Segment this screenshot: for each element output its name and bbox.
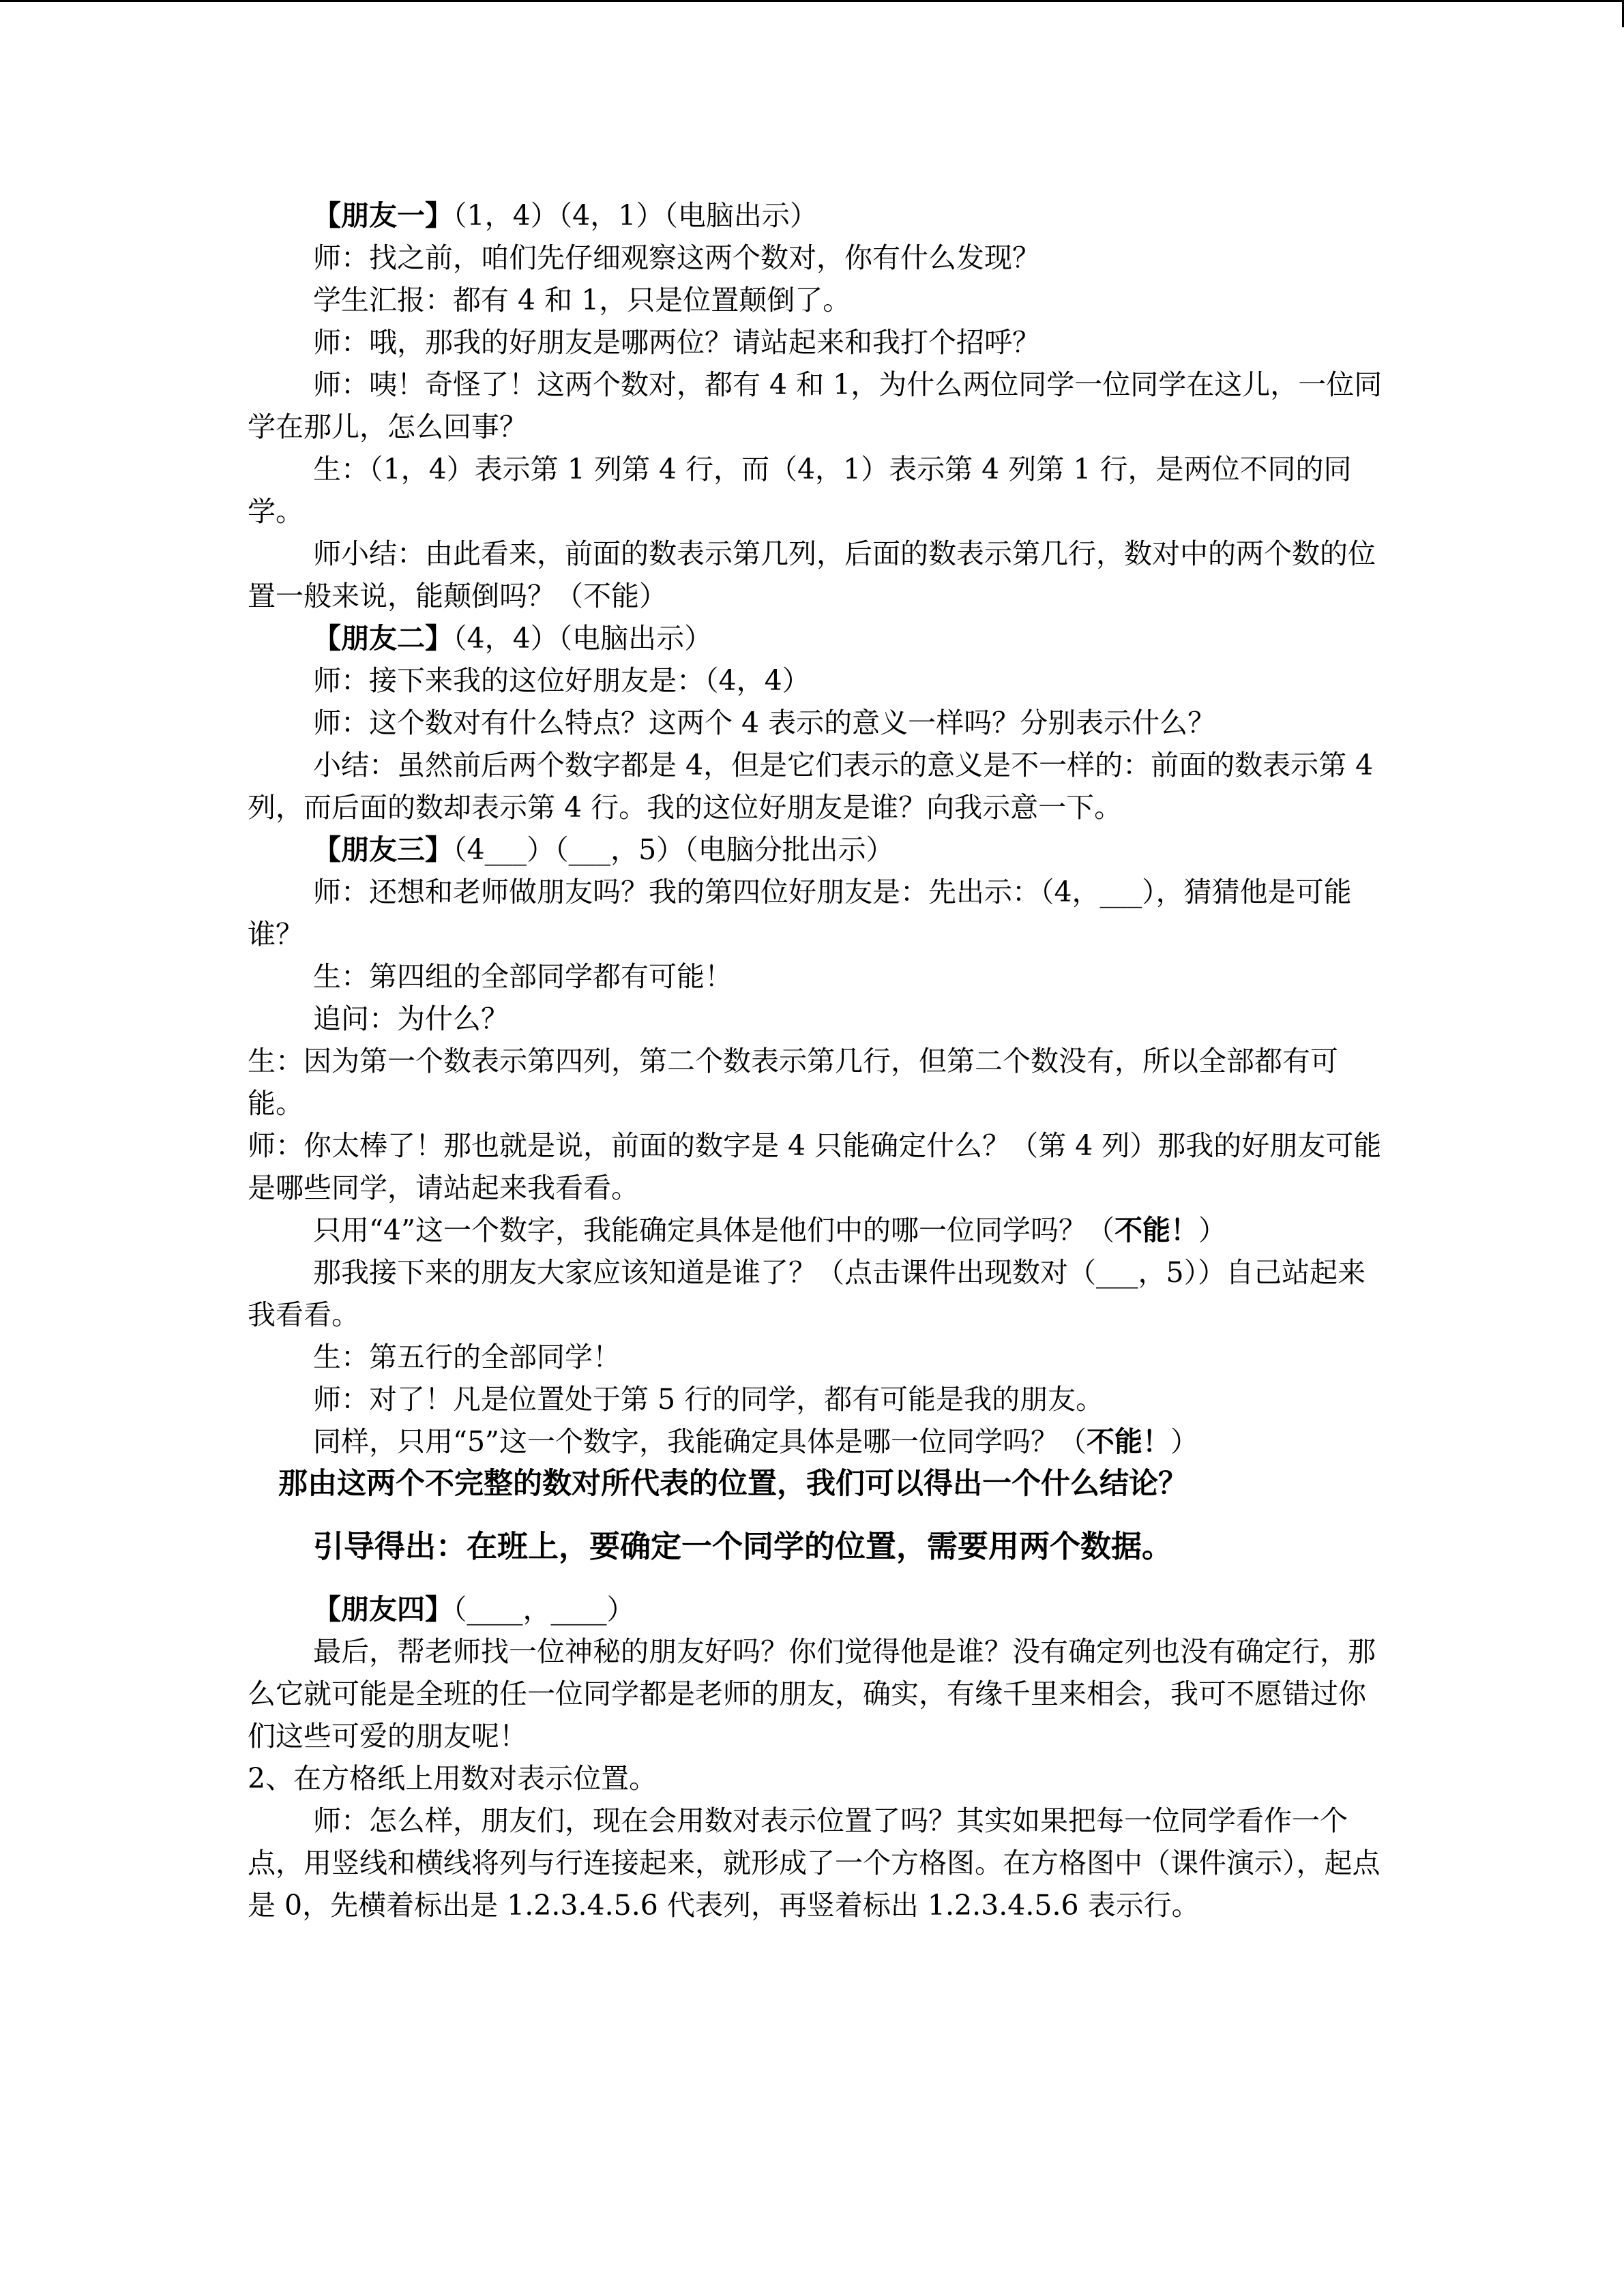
paragraph: 那我接下来的朋友大家应该知道是谁了？（点击课件出现数对（___，5））自己站起来我看看。 bbox=[248, 1256, 1366, 1331]
question-text: 只用“4”这一个数字，我能确定具体是他们中的哪一位同学吗？（ bbox=[313, 1214, 1115, 1247]
paragraph bbox=[248, 617, 1383, 659]
page-top-border bbox=[0, 0, 1624, 2]
paragraph: 师：对了！凡是位置处于第 5 行的同学，都有可能是我的朋友。 bbox=[313, 1383, 1104, 1416]
paragraph: 2、在方格纸上用数对表示位置。 bbox=[248, 1762, 658, 1795]
section-label: 【朋友四】 bbox=[313, 1593, 453, 1626]
conclusion-statement: 引导得出：在班上，要确定一个同学的位置，需要用两个数据。 bbox=[313, 1528, 1173, 1564]
paragraph: 生：第五行的全部同学！ bbox=[313, 1341, 621, 1373]
paragraph bbox=[248, 829, 1383, 871]
section-text: （____，____） bbox=[453, 1593, 635, 1626]
paragraph: 追问：为什么？ bbox=[313, 1002, 509, 1035]
paragraph bbox=[248, 1588, 1383, 1630]
section-text: （1，4）（4，1）（电脑出示） bbox=[453, 199, 818, 232]
paragraph: 小结：虽然前后两个数字都是 4，但是它们表示的意义是不一样的：前面的数表示第 4 列，而后面的数却表示第 4 行。我的这位好朋友是谁？向我示意一下。 bbox=[248, 749, 1383, 824]
paragraph bbox=[248, 1420, 1383, 1463]
paragraph: 师：还想和老师做朋友吗？我的第四位好朋友是：先出示：（4，___），猜猜他是可能谁？ bbox=[248, 876, 1352, 951]
paragraph: 学生汇报：都有 4 和 1，只是位置颠倒了。 bbox=[313, 284, 851, 316]
section-label: 【朋友二】 bbox=[313, 622, 453, 655]
paragraph: 最后，帮老师找一位神秘的朋友好吗？你们觉得他是谁？没有确定列也没有确定行，那么它就可能是全班的任一位同学都是老师的朋友，确实，有缘千里来相会，我可不愿错过你们这些可爱的朋友呢！ bbox=[248, 1635, 1376, 1753]
question-text: 同样，只用“5”这一个数字，我能确定具体是哪一位同学吗？（ bbox=[313, 1425, 1087, 1458]
paragraph: 师：找之前，咱们先仔细观察这两个数对，你有什么发现？ bbox=[313, 241, 1040, 274]
paragraph: 师小结：由此看来，前面的数表示第几列，后面的数表示第几行，数对中的两个数的位置一般来说，能颠倒吗？（不能） bbox=[248, 537, 1376, 612]
conclusion-question: 那由这两个不完整的数对所代表的位置，我们可以得出一个什么结论？ bbox=[278, 1467, 1187, 1501]
answer-text: 不能！ bbox=[1114, 1214, 1199, 1247]
paragraph bbox=[248, 194, 1383, 237]
paragraph: 师：咦！奇怪了！这两个数对，都有 4 和 1，为什么两位同学一位同学在这儿，一位同学在那儿，怎么回事？ bbox=[248, 368, 1383, 443]
paragraph: 师：怎么样，朋友们，现在会用数对表示位置了吗？其实如果把每一位同学看作一个点，用竖线和横线将列与行连接起来，就形成了一个方格图。在方格图中（课件演示），起点是 0，先横着标出是 1.2.3.4.5.6 代表列，再竖着标出 1.2.3.4.5.6 表示行。 bbox=[248, 1804, 1381, 1922]
paragraph: 师：你太棒了！那也就是说，前面的数字是 4 只能确定什么？（第 4 列）那我的好朋友可能是哪些同学，请站起来我看看。 bbox=[248, 1129, 1382, 1204]
section-text: （4，4）（电脑出示） bbox=[453, 622, 713, 655]
paragraph bbox=[248, 1209, 1383, 1251]
paragraph: 师：接下来我的这位好朋友是：（4，4） bbox=[313, 664, 810, 697]
section-label: 【朋友三】 bbox=[313, 833, 453, 866]
closing-paren: ） bbox=[1198, 1214, 1227, 1247]
paragraph: 生：（1，4）表示第 1 列第 4 行，而（4，1）表示第 4 列第 1 行，是两位不同的同学。 bbox=[248, 453, 1352, 528]
section-label: 【朋友一】 bbox=[313, 199, 453, 232]
answer-text: 不能！ bbox=[1087, 1425, 1171, 1458]
paragraph: 师：这个数对有什么特点？这两个 4 表示的意义一样吗？分别表示什么？ bbox=[313, 706, 1216, 739]
closing-paren: ） bbox=[1170, 1425, 1199, 1458]
document-body bbox=[248, 194, 1383, 1926]
paragraph: 生：因为第一个数表示第四列，第二个数表示第几行，但第二个数没有，所以全部都有可能。 bbox=[248, 1045, 1338, 1120]
paragraph: 生：第四组的全部同学都有可能！ bbox=[313, 960, 733, 993]
paragraph: 师：哦，那我的好朋友是哪两位？请站起来和我打个招呼？ bbox=[313, 326, 1040, 359]
section-text: （4___）（___，5）（电脑分批出示） bbox=[453, 833, 894, 866]
